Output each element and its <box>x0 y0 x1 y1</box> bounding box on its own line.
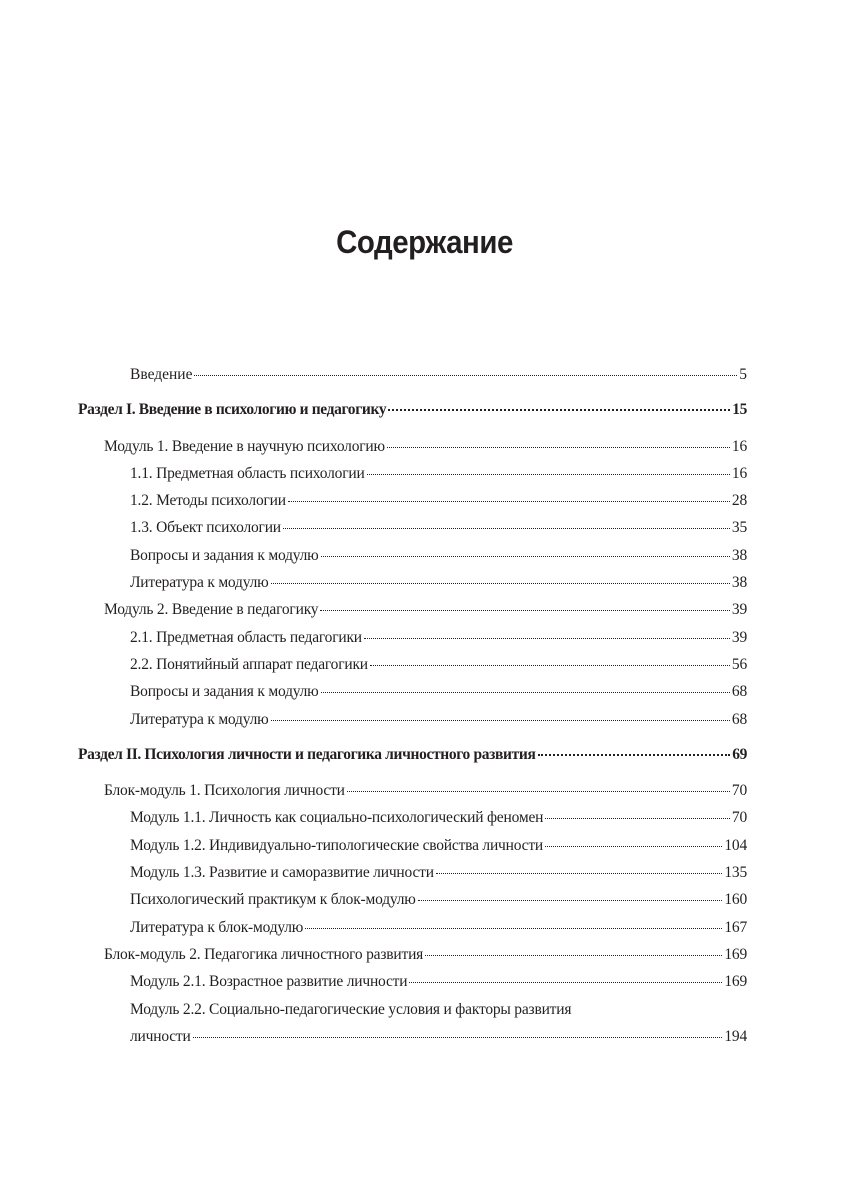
dot-leader <box>387 447 730 448</box>
dot-leader <box>194 375 737 376</box>
toc-entry-text[interactable]: Модуль 2.2. Социально-педагогические условия и факторы развития <box>130 1000 572 1018</box>
dot-leader <box>271 583 730 584</box>
toc-page-number: 16 <box>731 464 747 482</box>
dot-leader <box>388 409 730 411</box>
dot-leader <box>418 900 723 901</box>
toc-entry-text: 1.1. Предметная область психологии <box>130 464 365 482</box>
toc-entry-text: Блок-модуль 2. Педагогика личностного развития <box>104 945 424 963</box>
toc-entry[interactable] <box>78 706 747 733</box>
toc-section-entry[interactable] <box>78 741 747 768</box>
toc-entry-text: Модуль 1.2. Индивидуально-типологические свойства личности <box>130 836 544 854</box>
toc-page-number: 160 <box>724 891 747 909</box>
toc-entry-text: Введение <box>130 366 193 383</box>
toc-entry-text: 2.1. Предметная область педагогики <box>130 628 362 646</box>
toc-entry-text: Модуль 1.1. Личность как социально-психологический феномен <box>130 809 544 827</box>
toc-entry-text: Модуль 2.1. Возрастное развитие личности <box>130 973 408 991</box>
dot-leader <box>288 501 730 502</box>
dot-leader <box>409 982 722 983</box>
toc-entry-text: Литература к блок-модулю <box>130 918 304 936</box>
toc-entry[interactable] <box>78 777 747 804</box>
toc-entry[interactable] <box>78 678 747 705</box>
toc-entry[interactable] <box>78 1023 747 1050</box>
toc-entry-text: Вопросы и задания к модулю <box>130 683 319 701</box>
toc-entry-text: 1.3. Объект психологии <box>130 519 281 537</box>
toc-entry[interactable] <box>78 596 747 623</box>
toc-entry[interactable] <box>78 914 747 941</box>
dot-leader <box>283 528 730 529</box>
toc-page-number: 69 <box>732 745 747 763</box>
toc-entry[interactable] <box>78 624 747 651</box>
dot-leader <box>193 1037 723 1038</box>
dot-leader <box>367 474 730 475</box>
toc-page-number: 167 <box>724 918 747 936</box>
toc-entry[interactable] <box>78 361 747 388</box>
toc-page-number: 35 <box>731 519 747 537</box>
toc-entry-text: Раздел II. Психология личности и педагогика личностного развития <box>78 745 536 763</box>
dot-leader <box>364 638 730 639</box>
dot-leader <box>321 556 730 557</box>
toc-entry[interactable] <box>78 487 747 514</box>
toc-page-number: 68 <box>731 683 747 701</box>
toc-entry-text: личности <box>130 1027 191 1045</box>
toc-page-number: 39 <box>731 601 747 619</box>
toc-entry-text: 1.2. Методы психологии <box>130 492 286 510</box>
toc-entry[interactable] <box>78 804 747 831</box>
dot-leader <box>321 692 730 693</box>
dot-leader <box>436 873 723 874</box>
toc-entry-text: Литература к модулю <box>130 710 269 728</box>
toc-page-number: 38 <box>731 574 747 592</box>
toc-page-number: 70 <box>731 782 747 800</box>
toc-entry[interactable] <box>78 514 747 541</box>
toc-entry-text: Модуль 1. Введение в научную психологию <box>104 437 385 455</box>
toc-entry[interactable] <box>78 941 747 968</box>
toc-entry-text: Раздел I. Введение в психологию и педагогику <box>78 401 387 419</box>
page-title: Содержание <box>336 224 513 261</box>
toc-page-number: 70 <box>731 809 747 827</box>
toc-page-number: 68 <box>731 710 747 728</box>
dot-leader <box>370 665 730 666</box>
toc-entry-text: Психологический практикум к блок-модулю <box>130 891 416 909</box>
toc-entry-text: Модуль 1.3. Развитие и саморазвитие личности <box>130 864 434 882</box>
toc-entry[interactable] <box>78 859 747 886</box>
dot-leader <box>271 720 730 721</box>
dot-leader <box>347 791 730 792</box>
toc-entry[interactable] <box>78 460 747 487</box>
toc-page-number: 38 <box>731 546 747 564</box>
toc-entry[interactable] <box>78 542 747 569</box>
toc-page-number: 169 <box>724 973 747 991</box>
toc-entry[interactable] <box>78 569 747 596</box>
dot-leader <box>545 846 722 847</box>
toc-page-number: 28 <box>731 492 747 510</box>
dot-leader <box>425 955 722 956</box>
toc-entry[interactable] <box>78 832 747 859</box>
toc-entry[interactable] <box>78 433 747 460</box>
toc-page-number: 194 <box>724 1027 747 1045</box>
toc-entry-text: Блок-модуль 1. Психология личности <box>104 782 345 800</box>
toc-entry-text: Литература к модулю <box>130 574 269 592</box>
toc-entry-text: 2.2. Понятийный аппарат педагогики <box>130 655 368 673</box>
toc-page-number: 135 <box>724 864 747 882</box>
toc-page-number: 56 <box>731 655 747 673</box>
toc-entry[interactable] <box>78 968 747 995</box>
dot-leader <box>320 610 730 611</box>
toc-entry[interactable] <box>78 886 747 913</box>
toc-page-number: 15 <box>732 401 747 419</box>
toc-entry-text: Вопросы и задания к модулю <box>130 546 319 564</box>
dot-leader <box>305 928 722 929</box>
toc-entry-text: Модуль 2. Введение в педагогику <box>104 601 319 619</box>
toc-entry[interactable] <box>78 651 747 678</box>
toc-page-number: 16 <box>731 437 747 455</box>
toc-page-number: 39 <box>731 628 747 646</box>
toc-page-number: 104 <box>724 836 747 854</box>
toc-page-number: 169 <box>724 945 747 963</box>
dot-leader <box>538 754 731 756</box>
toc-section-entry[interactable] <box>78 396 747 423</box>
table-of-contents <box>78 361 747 1050</box>
dot-leader <box>545 818 730 819</box>
toc-page-number: 5 <box>739 366 747 383</box>
